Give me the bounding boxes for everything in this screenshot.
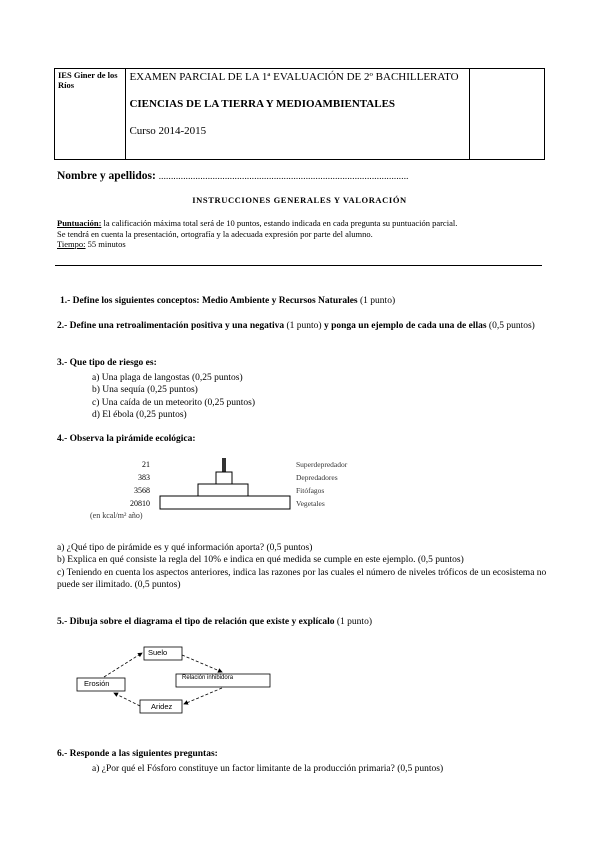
arrow-erosion-suelo: [104, 653, 142, 677]
scoring-label: Puntuación:: [57, 218, 102, 228]
pyramid-bar-2: [216, 472, 232, 484]
question-6: [57, 749, 218, 761]
name-line: [57, 170, 409, 182]
diagram-middle-label: Relación inhibidora: [182, 675, 234, 681]
name-label: Nombre y apellidos:: [57, 170, 156, 182]
q6-items: [92, 763, 443, 775]
pyramid-value-1: 21: [142, 460, 150, 469]
subject-title: CIENCIAS DE LA TIERRA Y MEDIOAMBIENTALES: [129, 98, 396, 110]
q3-items: [92, 372, 255, 422]
pyramid-level-2: Depredadores: [296, 473, 338, 482]
q3-item-a: a) Una plaga de langostas (0,25 puntos): [92, 373, 243, 383]
pyramid-value-4: 20810: [130, 499, 150, 508]
time-line: [57, 239, 557, 250]
pyramid-value-2: 383: [138, 473, 150, 482]
question-4: [57, 434, 196, 446]
exam-title: EXAMEN PARCIAL DE LA 1ª EVALUACIÓN DE 2º BACHILLERATO: [129, 71, 459, 83]
diagram-aridez-label: Aridez: [151, 702, 173, 711]
q5-points: (1 punto): [334, 617, 372, 627]
q2-text-1: 2.- Define una retroalimentación positiva y una negativa: [57, 321, 285, 331]
q5-text: 5.- Dibuja sobre el diagrama el tipo de relación que existe y explícalo: [57, 617, 335, 627]
pyramid-bar-1: [222, 458, 226, 472]
school-name: IES Giner de los Ríos: [58, 70, 118, 90]
q2-points-1: (1 punto): [284, 321, 324, 331]
q1-text: 1.- Define los siguientes conceptos: Medio Ambiente y Recursos Naturales: [60, 296, 358, 306]
ecological-pyramid: [150, 456, 300, 514]
q4-item-c: c) Teniendo en cuenta los aspectos anteriores, indica las razones por las cuales el número de niveles tróficos de un ecosistema no puede ser ilimitado. (0,5 puntos): [57, 567, 547, 591]
q6-text: 6.- Responde a las siguientes preguntas:: [57, 749, 218, 759]
course-year: Curso 2014-2015: [129, 125, 207, 137]
instructions-block: [57, 218, 557, 250]
scoring-text: la calificación máxima total será de 10 puntos, estando indicada en cada pregunta su puntuación parcial.: [101, 218, 458, 228]
q3-item-b: b) Una sequía (0,25 puntos): [92, 385, 198, 396]
scoring-line: [57, 218, 557, 229]
score-cell: [470, 69, 545, 160]
pyramid-level-4: Vegetales: [296, 499, 325, 508]
q4-item-b: b) Explica en qué consiste la regla del 10% e indica en qué medida se cumple en este ejemplo. (0,5 puntos): [57, 555, 464, 566]
q4-items: [57, 542, 547, 592]
time-label: Tiempo:: [57, 239, 86, 249]
presentation-line: Se tendrá en cuenta la presentación, ortografía y la adecuada expresión por parte del alumno.: [57, 228, 373, 239]
pyramid-level-3: Fitófagos: [296, 486, 325, 495]
question-2: [57, 321, 547, 333]
arrow-middle-aridez: [184, 688, 222, 704]
divider-line: [55, 265, 542, 266]
q3-text: 3.- Que tipo de riesgo es:: [57, 358, 157, 368]
q4-item-a: a) ¿Qué tipo de pirámide es y qué información aporta? (0,5 puntos): [57, 543, 313, 553]
q1-points: (1 punto): [357, 296, 396, 306]
arrow-suelo-middle: [182, 655, 222, 672]
q2-points-2: (0,5 puntos): [486, 321, 535, 331]
name-dots: ......................................................................................................: [158, 171, 409, 181]
exam-info-cell: [126, 69, 470, 160]
q6-item-a: a) ¿Por qué el Fósforo constituye un factor limitante de la producción primaria? (0,5 puntos): [92, 764, 444, 774]
q2-text-2: y ponga un ejemplo de cada una de ellas: [323, 321, 487, 331]
instructions-title: INSTRUCCIONES GENERALES Y VALORACIÓN: [192, 195, 407, 205]
diagram-suelo-label: Suelo: [148, 648, 168, 657]
school-cell: [55, 69, 126, 160]
pyramid-value-3: 3568: [134, 486, 150, 495]
pyramid-level-1: Superdepredador: [296, 460, 348, 469]
pyramid-bar-4: [160, 496, 290, 509]
q3-item-c: c) Una caída de un meteorito (0,25 puntos): [92, 397, 256, 408]
diagram-erosion-label: Erosión: [84, 679, 110, 688]
q4-text: 4.- Observa la pirámide ecológica:: [57, 434, 196, 444]
arrow-aridez-erosion: [114, 693, 140, 706]
question-3: [57, 358, 157, 370]
question-1: [60, 296, 550, 308]
question-5: [57, 617, 372, 629]
pyramid-bar-3: [198, 484, 248, 496]
pyramid-units: (en kcal/m² año): [90, 511, 143, 520]
q3-item-d: d) El ébola (0,25 puntos): [92, 410, 187, 421]
time-text: 55 minutos: [85, 239, 126, 249]
header-table: [54, 68, 545, 160]
